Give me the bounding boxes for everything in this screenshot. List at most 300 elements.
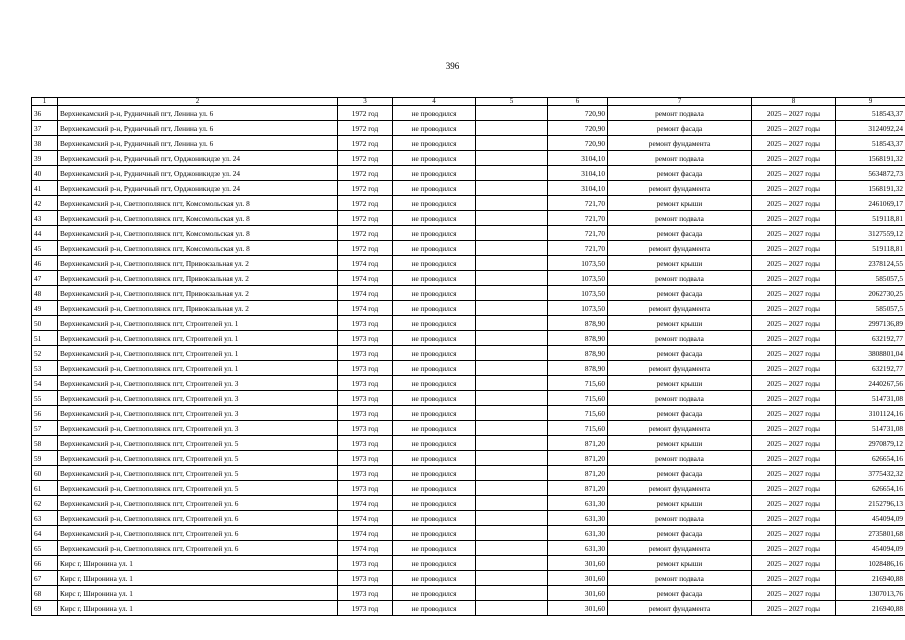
cost-cell: 3127559,12 — [836, 226, 905, 241]
row-number: 57 — [32, 421, 58, 436]
table-row — [32, 241, 905, 256]
work-type-cell: ремонт подвала — [608, 511, 752, 526]
period-cell: 2025 – 2027 годы — [752, 361, 836, 376]
cost-cell: 1568191,32 — [836, 181, 905, 196]
repair-status-cell: не проводился — [393, 511, 476, 526]
table-row — [32, 331, 905, 346]
row-number: 61 — [32, 481, 58, 496]
empty-cell — [476, 331, 548, 346]
area-cell: 721,70 — [548, 226, 608, 241]
work-type-cell: ремонт крыши — [608, 436, 752, 451]
cost-cell: 2997136,89 — [836, 316, 905, 331]
period-cell: 2025 – 2027 годы — [752, 526, 836, 541]
work-type-cell: ремонт фасада — [608, 466, 752, 481]
cost-cell: 1028486,16 — [836, 556, 905, 571]
empty-cell — [476, 301, 548, 316]
row-number: 63 — [32, 511, 58, 526]
cost-cell: 3101124,16 — [836, 406, 905, 421]
address-cell: Верхнекамский р-н, Светлополянск пгт, Строителей ул. 3 — [58, 391, 338, 406]
cost-cell: 626654,16 — [836, 481, 905, 496]
table-row — [32, 466, 905, 481]
area-cell: 1073,50 — [548, 256, 608, 271]
empty-cell — [476, 241, 548, 256]
area-cell: 3104,10 — [548, 181, 608, 196]
period-cell: 2025 – 2027 годы — [752, 316, 836, 331]
cost-cell: 2378124,55 — [836, 256, 905, 271]
period-cell: 2025 – 2027 годы — [752, 331, 836, 346]
row-number: 39 — [32, 151, 58, 166]
period-cell: 2025 – 2027 годы — [752, 406, 836, 421]
area-cell: 1073,50 — [548, 301, 608, 316]
work-type-cell: ремонт фасада — [608, 166, 752, 181]
table-row — [32, 166, 905, 181]
repair-status-cell: не проводился — [393, 181, 476, 196]
row-number: 62 — [32, 496, 58, 511]
column-number-row — [32, 98, 905, 106]
table-row — [32, 361, 905, 376]
work-type-cell: ремонт фасада — [608, 406, 752, 421]
address-cell: Верхнекамский р-н, Светлополянск пгт, Строителей ул. 5 — [58, 481, 338, 496]
address-cell: Верхнекамский р-н, Светлополянск пгт, Строителей ул. 6 — [58, 511, 338, 526]
address-cell: Кирс г, Широнина ул. 1 — [58, 586, 338, 601]
commission-year-cell: 1973 год — [338, 556, 393, 571]
address-cell: Верхнекамский р-н, Светлополянск пгт, Комсомольская ул. 8 — [58, 241, 338, 256]
work-type-cell: ремонт фасада — [608, 121, 752, 136]
column-number-3: 3 — [338, 98, 393, 106]
repair-status-cell: не проводился — [393, 136, 476, 151]
table-body — [32, 106, 905, 616]
table-row — [32, 481, 905, 496]
area-cell: 878,90 — [548, 346, 608, 361]
period-cell: 2025 – 2027 годы — [752, 496, 836, 511]
commission-year-cell: 1972 год — [338, 106, 393, 121]
period-cell: 2025 – 2027 годы — [752, 511, 836, 526]
cost-cell: 518543,37 — [836, 106, 905, 121]
repair-status-cell: не проводился — [393, 211, 476, 226]
table-row — [32, 451, 905, 466]
area-cell: 715,60 — [548, 406, 608, 421]
empty-cell — [476, 406, 548, 421]
table-row — [32, 346, 905, 361]
empty-cell — [476, 286, 548, 301]
cost-cell: 626654,16 — [836, 451, 905, 466]
commission-year-cell: 1972 год — [338, 226, 393, 241]
row-number: 40 — [32, 166, 58, 181]
work-type-cell: ремонт крыши — [608, 316, 752, 331]
work-type-cell: ремонт подвала — [608, 451, 752, 466]
repair-status-cell: не проводился — [393, 166, 476, 181]
repair-status-cell: не проводился — [393, 316, 476, 331]
address-cell: Верхнекамский р-н, Светлополянск пгт, Строителей ул. 3 — [58, 406, 338, 421]
table-row — [32, 526, 905, 541]
area-cell: 715,60 — [548, 376, 608, 391]
cost-cell: 5634872,73 — [836, 166, 905, 181]
address-cell: Кирс г, Широнина ул. 1 — [58, 571, 338, 586]
cost-cell: 3775432,32 — [836, 466, 905, 481]
repair-status-cell: не проводился — [393, 271, 476, 286]
empty-cell — [476, 451, 548, 466]
page-number: 396 — [445, 61, 460, 71]
address-cell: Верхнекамский р-н, Светлополянск пгт, Строителей ул. 1 — [58, 361, 338, 376]
work-type-cell: ремонт крыши — [608, 376, 752, 391]
cost-cell: 518543,37 — [836, 136, 905, 151]
repair-status-cell: не проводился — [393, 196, 476, 211]
period-cell: 2025 – 2027 годы — [752, 571, 836, 586]
address-cell: Верхнекамский р-н, Светлополянск пгт, Привокзальная ул. 2 — [58, 301, 338, 316]
row-number: 55 — [32, 391, 58, 406]
period-cell: 2025 – 2027 годы — [752, 601, 836, 616]
address-cell: Верхнекамский р-н, Светлополянск пгт, Комсомольская ул. 8 — [58, 211, 338, 226]
address-cell: Верхнекамский р-н, Светлополянск пгт, Строителей ул. 5 — [58, 436, 338, 451]
commission-year-cell: 1973 год — [338, 391, 393, 406]
work-type-cell: ремонт подвала — [608, 391, 752, 406]
address-cell: Кирс г, Широнина ул. 1 — [58, 601, 338, 616]
work-type-cell: ремонт подвала — [608, 211, 752, 226]
cost-cell: 2152796,13 — [836, 496, 905, 511]
period-cell: 2025 – 2027 годы — [752, 481, 836, 496]
repair-status-cell: не проводился — [393, 556, 476, 571]
work-type-cell: ремонт фундамента — [608, 136, 752, 151]
empty-cell — [476, 376, 548, 391]
area-cell: 871,20 — [548, 481, 608, 496]
period-cell: 2025 – 2027 годы — [752, 466, 836, 481]
row-number: 49 — [32, 301, 58, 316]
cost-cell: 514731,08 — [836, 391, 905, 406]
period-cell: 2025 – 2027 годы — [752, 586, 836, 601]
commission-year-cell: 1973 год — [338, 346, 393, 361]
period-cell: 2025 – 2027 годы — [752, 436, 836, 451]
row-number: 59 — [32, 451, 58, 466]
empty-cell — [476, 391, 548, 406]
address-cell: Верхнекамский р-н, Светлополянск пгт, Комсомольская ул. 8 — [58, 226, 338, 241]
address-cell: Верхнекамский р-н, Светлополянск пгт, Строителей ул. 6 — [58, 496, 338, 511]
column-number-6: 6 — [548, 98, 608, 106]
table-row — [32, 541, 905, 556]
column-number-2: 2 — [58, 98, 338, 106]
repair-status-cell: не проводился — [393, 436, 476, 451]
table-row — [32, 286, 905, 301]
area-cell: 871,20 — [548, 451, 608, 466]
empty-cell — [476, 601, 548, 616]
row-number: 51 — [32, 331, 58, 346]
work-type-cell: ремонт подвала — [608, 106, 752, 121]
work-type-cell: ремонт крыши — [608, 256, 752, 271]
commission-year-cell: 1972 год — [338, 241, 393, 256]
work-type-cell: ремонт фундамента — [608, 181, 752, 196]
repair-status-cell: не проводился — [393, 451, 476, 466]
area-cell: 1073,50 — [548, 286, 608, 301]
cost-cell: 2461069,17 — [836, 196, 905, 211]
empty-cell — [476, 346, 548, 361]
commission-year-cell: 1973 год — [338, 376, 393, 391]
commission-year-cell: 1974 год — [338, 256, 393, 271]
address-cell: Верхнекамский р-н, Светлополянск пгт, Комсомольская ул. 8 — [58, 196, 338, 211]
commission-year-cell: 1972 год — [338, 181, 393, 196]
commission-year-cell: 1974 год — [338, 301, 393, 316]
area-cell: 3104,10 — [548, 151, 608, 166]
commission-year-cell: 1974 год — [338, 271, 393, 286]
empty-cell — [476, 526, 548, 541]
repair-status-cell: не проводился — [393, 526, 476, 541]
empty-cell — [476, 436, 548, 451]
repair-status-cell: не проводился — [393, 331, 476, 346]
commission-year-cell: 1974 год — [338, 286, 393, 301]
period-cell: 2025 – 2027 годы — [752, 541, 836, 556]
work-type-cell: ремонт фасада — [608, 526, 752, 541]
cost-cell: 632192,77 — [836, 361, 905, 376]
work-type-cell: ремонт фасада — [608, 226, 752, 241]
area-cell: 720,90 — [548, 121, 608, 136]
work-type-cell: ремонт фундамента — [608, 361, 752, 376]
cost-cell: 632192,77 — [836, 331, 905, 346]
empty-cell — [476, 181, 548, 196]
cost-cell: 519118,81 — [836, 211, 905, 226]
repair-status-cell: не проводился — [393, 421, 476, 436]
commission-year-cell: 1973 год — [338, 316, 393, 331]
table-row — [32, 421, 905, 436]
address-cell: Верхнекамский р-н, Светлополянск пгт, Строителей ул. 5 — [58, 451, 338, 466]
commission-year-cell: 1974 год — [338, 541, 393, 556]
table-row — [32, 136, 905, 151]
row-number: 66 — [32, 556, 58, 571]
area-cell: 721,70 — [548, 196, 608, 211]
area-cell: 631,30 — [548, 541, 608, 556]
empty-cell — [476, 541, 548, 556]
area-cell: 715,60 — [548, 421, 608, 436]
table-row — [32, 316, 905, 331]
area-cell: 301,60 — [548, 556, 608, 571]
address-cell: Кирс г, Широнина ул. 1 — [58, 556, 338, 571]
commission-year-cell: 1973 год — [338, 436, 393, 451]
empty-cell — [476, 106, 548, 121]
work-type-cell: ремонт подвала — [608, 271, 752, 286]
table-row — [32, 406, 905, 421]
empty-cell — [476, 586, 548, 601]
repair-status-cell: не проводился — [393, 586, 476, 601]
area-cell: 631,30 — [548, 511, 608, 526]
period-cell: 2025 – 2027 годы — [752, 346, 836, 361]
area-cell: 721,70 — [548, 241, 608, 256]
repair-status-cell: не проводился — [393, 406, 476, 421]
address-cell: Верхнекамский р-н, Светлополянск пгт, Привокзальная ул. 2 — [58, 286, 338, 301]
commission-year-cell: 1973 год — [338, 466, 393, 481]
address-cell: Верхнекамский р-н, Светлополянск пгт, Привокзальная ул. 2 — [58, 271, 338, 286]
table-row — [32, 226, 905, 241]
table-row — [32, 151, 905, 166]
commission-year-cell: 1974 год — [338, 511, 393, 526]
work-type-cell: ремонт фасада — [608, 346, 752, 361]
row-number: 68 — [32, 586, 58, 601]
repair-status-cell: не проводился — [393, 361, 476, 376]
area-cell: 871,20 — [548, 466, 608, 481]
row-number: 47 — [32, 271, 58, 286]
table-row — [32, 121, 905, 136]
address-cell: Верхнекамский р-н, Рудничный пгт, Орджоникидзе ул. 24 — [58, 181, 338, 196]
cost-cell: 585057,5 — [836, 301, 905, 316]
work-type-cell: ремонт крыши — [608, 556, 752, 571]
cost-cell: 2735801,68 — [836, 526, 905, 541]
cost-cell: 2440267,56 — [836, 376, 905, 391]
area-cell: 721,70 — [548, 211, 608, 226]
table-row — [32, 256, 905, 271]
empty-cell — [476, 271, 548, 286]
cost-cell: 3124092,24 — [836, 121, 905, 136]
row-number: 41 — [32, 181, 58, 196]
commission-year-cell: 1972 год — [338, 121, 393, 136]
cost-cell: 1307013,76 — [836, 586, 905, 601]
table-row — [32, 511, 905, 526]
cost-cell: 1568191,32 — [836, 151, 905, 166]
cost-cell: 216940,88 — [836, 571, 905, 586]
table-row — [32, 556, 905, 571]
address-cell: Верхнекамский р-н, Светлополянск пгт, Строителей ул. 1 — [58, 346, 338, 361]
empty-cell — [476, 571, 548, 586]
row-number: 37 — [32, 121, 58, 136]
commission-year-cell: 1972 год — [338, 151, 393, 166]
period-cell: 2025 – 2027 годы — [752, 166, 836, 181]
work-type-cell: ремонт подвала — [608, 331, 752, 346]
repair-status-cell: не проводился — [393, 571, 476, 586]
repair-status-cell: не проводился — [393, 391, 476, 406]
period-cell: 2025 – 2027 годы — [752, 226, 836, 241]
empty-cell — [476, 316, 548, 331]
address-cell: Верхнекамский р-н, Светлополянск пгт, Строителей ул. 1 — [58, 316, 338, 331]
area-cell: 871,20 — [548, 436, 608, 451]
address-cell: Верхнекамский р-н, Светлополянск пгт, Строителей ул. 6 — [58, 526, 338, 541]
period-cell: 2025 – 2027 годы — [752, 106, 836, 121]
empty-cell — [476, 151, 548, 166]
table-row — [32, 436, 905, 451]
empty-cell — [476, 466, 548, 481]
work-type-cell: ремонт фундамента — [608, 301, 752, 316]
row-number: 50 — [32, 316, 58, 331]
empty-cell — [476, 256, 548, 271]
row-number: 69 — [32, 601, 58, 616]
repair-status-cell: не проводился — [393, 151, 476, 166]
period-cell: 2025 – 2027 годы — [752, 196, 836, 211]
address-cell: Верхнекамский р-н, Рудничный пгт, Орджоникидзе ул. 24 — [58, 151, 338, 166]
repair-status-cell: не проводился — [393, 106, 476, 121]
address-cell: Верхнекамский р-н, Рудничный пгт, Ленина ул. 6 — [58, 136, 338, 151]
work-type-cell: ремонт фасада — [608, 286, 752, 301]
period-cell: 2025 – 2027 годы — [752, 121, 836, 136]
work-type-cell: ремонт фундамента — [608, 481, 752, 496]
empty-cell — [476, 211, 548, 226]
table-row — [32, 211, 905, 226]
commission-year-cell: 1974 год — [338, 496, 393, 511]
work-type-cell: ремонт подвала — [608, 571, 752, 586]
repair-status-cell: не проводился — [393, 601, 476, 616]
address-cell: Верхнекамский р-н, Рудничный пгт, Орджоникидзе ул. 24 — [58, 166, 338, 181]
commission-year-cell: 1972 год — [338, 211, 393, 226]
column-number-4: 4 — [393, 98, 476, 106]
address-cell: Верхнекамский р-н, Светлополянск пгт, Строителей ул. 3 — [58, 376, 338, 391]
cost-cell: 519118,81 — [836, 241, 905, 256]
empty-cell — [476, 421, 548, 436]
period-cell: 2025 – 2027 годы — [752, 136, 836, 151]
row-number: 44 — [32, 226, 58, 241]
row-number: 48 — [32, 286, 58, 301]
address-cell: Верхнекамский р-н, Рудничный пгт, Ленина ул. 6 — [58, 106, 338, 121]
repair-status-cell: не проводился — [393, 346, 476, 361]
table-row — [32, 271, 905, 286]
column-number-1: 1 — [32, 98, 58, 106]
table-row — [32, 301, 905, 316]
table-row — [32, 376, 905, 391]
commission-year-cell: 1973 год — [338, 331, 393, 346]
commission-year-cell: 1973 год — [338, 361, 393, 376]
repair-status-cell: не проводился — [393, 286, 476, 301]
area-cell: 715,60 — [548, 391, 608, 406]
cost-cell: 216940,88 — [836, 601, 905, 616]
row-number: 53 — [32, 361, 58, 376]
area-cell: 720,90 — [548, 136, 608, 151]
period-cell: 2025 – 2027 годы — [752, 376, 836, 391]
work-type-cell: ремонт фундамента — [608, 541, 752, 556]
period-cell: 2025 – 2027 годы — [752, 286, 836, 301]
period-cell: 2025 – 2027 годы — [752, 421, 836, 436]
row-number: 42 — [32, 196, 58, 211]
repair-status-cell: не проводился — [393, 481, 476, 496]
repair-status-cell: не проводился — [393, 496, 476, 511]
work-type-cell: ремонт фундамента — [608, 241, 752, 256]
commission-year-cell: 1973 год — [338, 451, 393, 466]
repair-status-cell: не проводился — [393, 121, 476, 136]
period-cell: 2025 – 2027 годы — [752, 451, 836, 466]
row-number: 58 — [32, 436, 58, 451]
row-number: 43 — [32, 211, 58, 226]
work-type-cell: ремонт крыши — [608, 496, 752, 511]
column-number-9: 9 — [836, 98, 905, 106]
area-cell: 301,60 — [548, 601, 608, 616]
period-cell: 2025 – 2027 годы — [752, 256, 836, 271]
repair-status-cell: не проводился — [393, 376, 476, 391]
work-type-cell: ремонт фундамента — [608, 601, 752, 616]
address-cell: Верхнекамский р-н, Светлополянск пгт, Строителей ул. 6 — [58, 541, 338, 556]
row-number: 46 — [32, 256, 58, 271]
row-number: 65 — [32, 541, 58, 556]
commission-year-cell: 1973 год — [338, 586, 393, 601]
empty-cell — [476, 121, 548, 136]
area-cell: 301,60 — [548, 571, 608, 586]
work-type-cell: ремонт фундамента — [608, 421, 752, 436]
row-number: 64 — [32, 526, 58, 541]
area-cell: 3104,10 — [548, 166, 608, 181]
empty-cell — [476, 496, 548, 511]
empty-cell — [476, 196, 548, 211]
cost-cell: 2970879,12 — [836, 436, 905, 451]
table-row — [32, 571, 905, 586]
empty-cell — [476, 166, 548, 181]
empty-cell — [476, 556, 548, 571]
work-type-cell: ремонт фасада — [608, 586, 752, 601]
column-number-7: 7 — [608, 98, 752, 106]
table-row — [32, 181, 905, 196]
empty-cell — [476, 511, 548, 526]
period-cell: 2025 – 2027 годы — [752, 241, 836, 256]
address-cell: Верхнекамский р-н, Светлополянск пгт, Строителей ул. 1 — [58, 331, 338, 346]
commission-year-cell: 1972 год — [338, 196, 393, 211]
row-number: 54 — [32, 376, 58, 391]
commission-year-cell: 1972 год — [338, 166, 393, 181]
cost-cell: 3808801,04 — [836, 346, 905, 361]
commission-year-cell: 1973 год — [338, 571, 393, 586]
area-cell: 878,90 — [548, 316, 608, 331]
row-number: 56 — [32, 406, 58, 421]
table-row — [32, 106, 905, 121]
row-number: 52 — [32, 346, 58, 361]
address-cell: Верхнекамский р-н, Светлополянск пгт, Строителей ул. 5 — [58, 466, 338, 481]
